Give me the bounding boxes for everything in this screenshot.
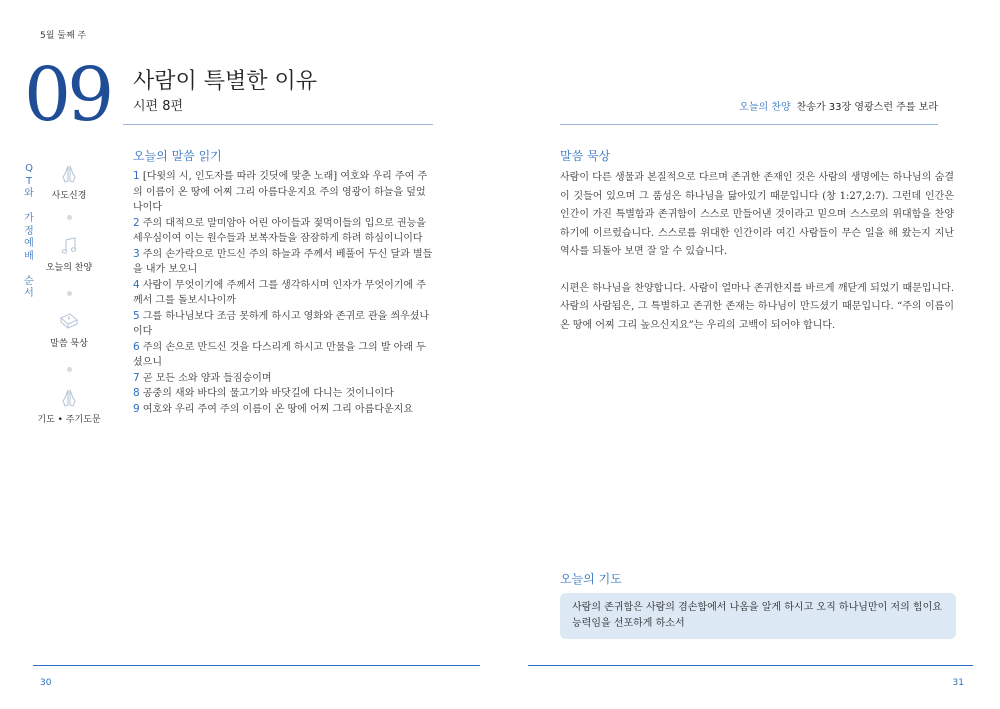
page-number-right: 31 [952, 678, 964, 688]
verse-text: 공중의 새와 바다의 물고기와 바닷길에 다니는 것이니이다 [142, 388, 394, 399]
sidebar-vertical-char: 예 [24, 238, 34, 249]
prayer-box: 사람의 존귀함은 사람의 겸손함에서 나옴을 알게 하시고 오직 하나님만이 저의 힘이요 능력임을 선포하게 하소서 [560, 593, 956, 639]
meditation-paragraph: 시편은 하나님을 찬양합니다. 사람이 얼마나 존귀한지를 바르게 깨닫게 되었기 때문입니다. 사람의 사람됨은, 그 특별하고 존귀한 존재는 하나님이 만드셨기 때문입니다. “주의 이름이 온 땅에 어찌 그리 높으신지요”는 우리의 고백이 되어야 합니다. [560, 282, 954, 331]
sidebar-vertical-char: 와 [24, 188, 34, 199]
verse-number: 6 [133, 340, 140, 353]
meditation-heading: 말씀 묵상 [560, 149, 611, 163]
praying-hands-icon [59, 164, 79, 184]
verse [133, 216, 435, 247]
meditation-body [560, 169, 954, 353]
sidebar-vertical-char: Q [25, 163, 33, 174]
reading-passage [133, 169, 435, 417]
verse [133, 247, 435, 278]
verse-text: 주의 손가락으로 만드신 주의 하늘과 주께서 베풀어 두신 달과 별들을 내가 보오니 [133, 248, 433, 275]
verse-number: 4 [133, 278, 140, 291]
sidebar-vertical-char: T [25, 175, 33, 187]
verse-text: 여호와 우리 주여 주의 이름이 온 땅에 어찌 그리 아름다운지요 [142, 403, 413, 415]
sidebar-vertical-char: 정 [24, 225, 34, 237]
sidebar-vertical-char: 배 [24, 250, 34, 262]
sidebar-item-label: 사도신경 [51, 191, 87, 201]
right-footer-rule [528, 665, 973, 666]
hymn-info [739, 98, 938, 113]
sidebar-vertical-gap [22, 201, 36, 214]
sidebar-item-label: 말씀 묵상 [50, 339, 88, 349]
sidebar-vertical-gap [22, 263, 36, 276]
verse [133, 169, 435, 216]
verse [133, 402, 435, 418]
left-header-rule [123, 124, 433, 125]
meditation-paragraph: 사람이 다른 생물과 본질적으로 다르며 존귀한 존재인 것은 사람의 생명에는 하나님의 숨결이 깃들어 있으며 그 품성은 하나님을 닮아있기 때문입니다 (창 1:27,2:7). 그런데 인간은 인간이 가진 특별함과 존귀함이 스스로 만들어낸 것이라고 믿으며 스스로의 위대함을 찬양하기에 이르렀습니다. 스스로를 위대한 인간이라 여긴 사람들이 무슨 일을 해 왔는지 지난 역사를 되돌아 보면 잘 알 수 있습니다. [560, 172, 954, 257]
verse-text: 사람이 무엇이기에 주께서 그를 생각하시며 인자가 무엇이기에 주께서 그를 돌보시나이까 [133, 279, 426, 306]
verse [133, 340, 435, 371]
praying-hands-icon [59, 388, 79, 408]
hymn-label: 오늘의 찬양 [739, 102, 791, 113]
verse-number: 1 [133, 170, 140, 182]
sidebar-item-todays-hymn [40, 236, 98, 273]
week-label: 5월 둘째 주 [40, 31, 87, 41]
hymn-value: 찬송가 33장 영광스런 주를 보라 [796, 102, 938, 113]
left-footer-rule [33, 665, 480, 666]
right-header-rule [560, 124, 938, 125]
verse [133, 309, 435, 340]
verse-number: 2 [133, 216, 140, 229]
reading-heading: 오늘의 말씀 읽기 [133, 149, 222, 163]
sidebar-separator-dot [67, 215, 72, 220]
sidebar-vertical-char: 서 [24, 288, 34, 299]
verse-number: 9 [133, 402, 140, 415]
music-note-icon [59, 236, 79, 256]
verse-number: 5 [133, 309, 140, 322]
sidebar-separator-dot [67, 291, 72, 296]
prayer-heading: 오늘의 기도 [560, 572, 622, 586]
scripture-reference: 시편 8편 [133, 99, 184, 114]
verse-text: 곧 모든 소와 양과 들짐승이며 [142, 372, 272, 384]
page-title: 사람이 특별한 이유 [133, 69, 318, 94]
sidebar-vertical-title [22, 163, 36, 301]
sidebar-separator-dot [67, 367, 72, 372]
sidebar-vertical-char: 가 [24, 213, 34, 224]
verse-number: 3 [133, 247, 140, 260]
verse-text: 주의 손으로 만드신 것을 다스리게 하시고 만물을 그의 발 아래 두셨으니 [133, 341, 426, 368]
verse-text: 그를 하나님보다 조금 못하게 하시고 영화와 존귀로 관을 씌우셨나이다 [133, 310, 430, 337]
bible-book-icon [58, 312, 80, 332]
sidebar-item-apostles-creed [40, 164, 98, 201]
sidebar-item-label: 기도 • 주기도문 [37, 415, 101, 425]
sidebar-item-prayer [32, 388, 106, 425]
day-number: 09 [24, 52, 111, 138]
verse [133, 371, 435, 387]
verse-text: 주의 대적으로 말미암아 어린 아이들과 젖먹이들의 입으로 권능을 세우심이여 이는 원수들과 보복자들을 잠잠하게 하려 하심이니이다 [133, 217, 426, 244]
verse-text: [다윗의 시, 인도자를 따라 깃딧에 맞춘 노래] 여호와 우리 주여 주의 이름이 온 땅에 어찌 그리 아름다운지요 주의 영광이 하늘을 덮었나이다 [133, 171, 428, 213]
sidebar-item-meditation [40, 312, 98, 349]
sidebar-vertical-char: 순 [24, 275, 34, 287]
verse [133, 278, 435, 309]
verse-number: 8 [133, 387, 140, 399]
page-number-left: 30 [40, 678, 52, 688]
sidebar-item-label: 오늘의 찬양 [45, 263, 93, 273]
verse [133, 386, 435, 402]
verse-number: 7 [133, 371, 140, 384]
